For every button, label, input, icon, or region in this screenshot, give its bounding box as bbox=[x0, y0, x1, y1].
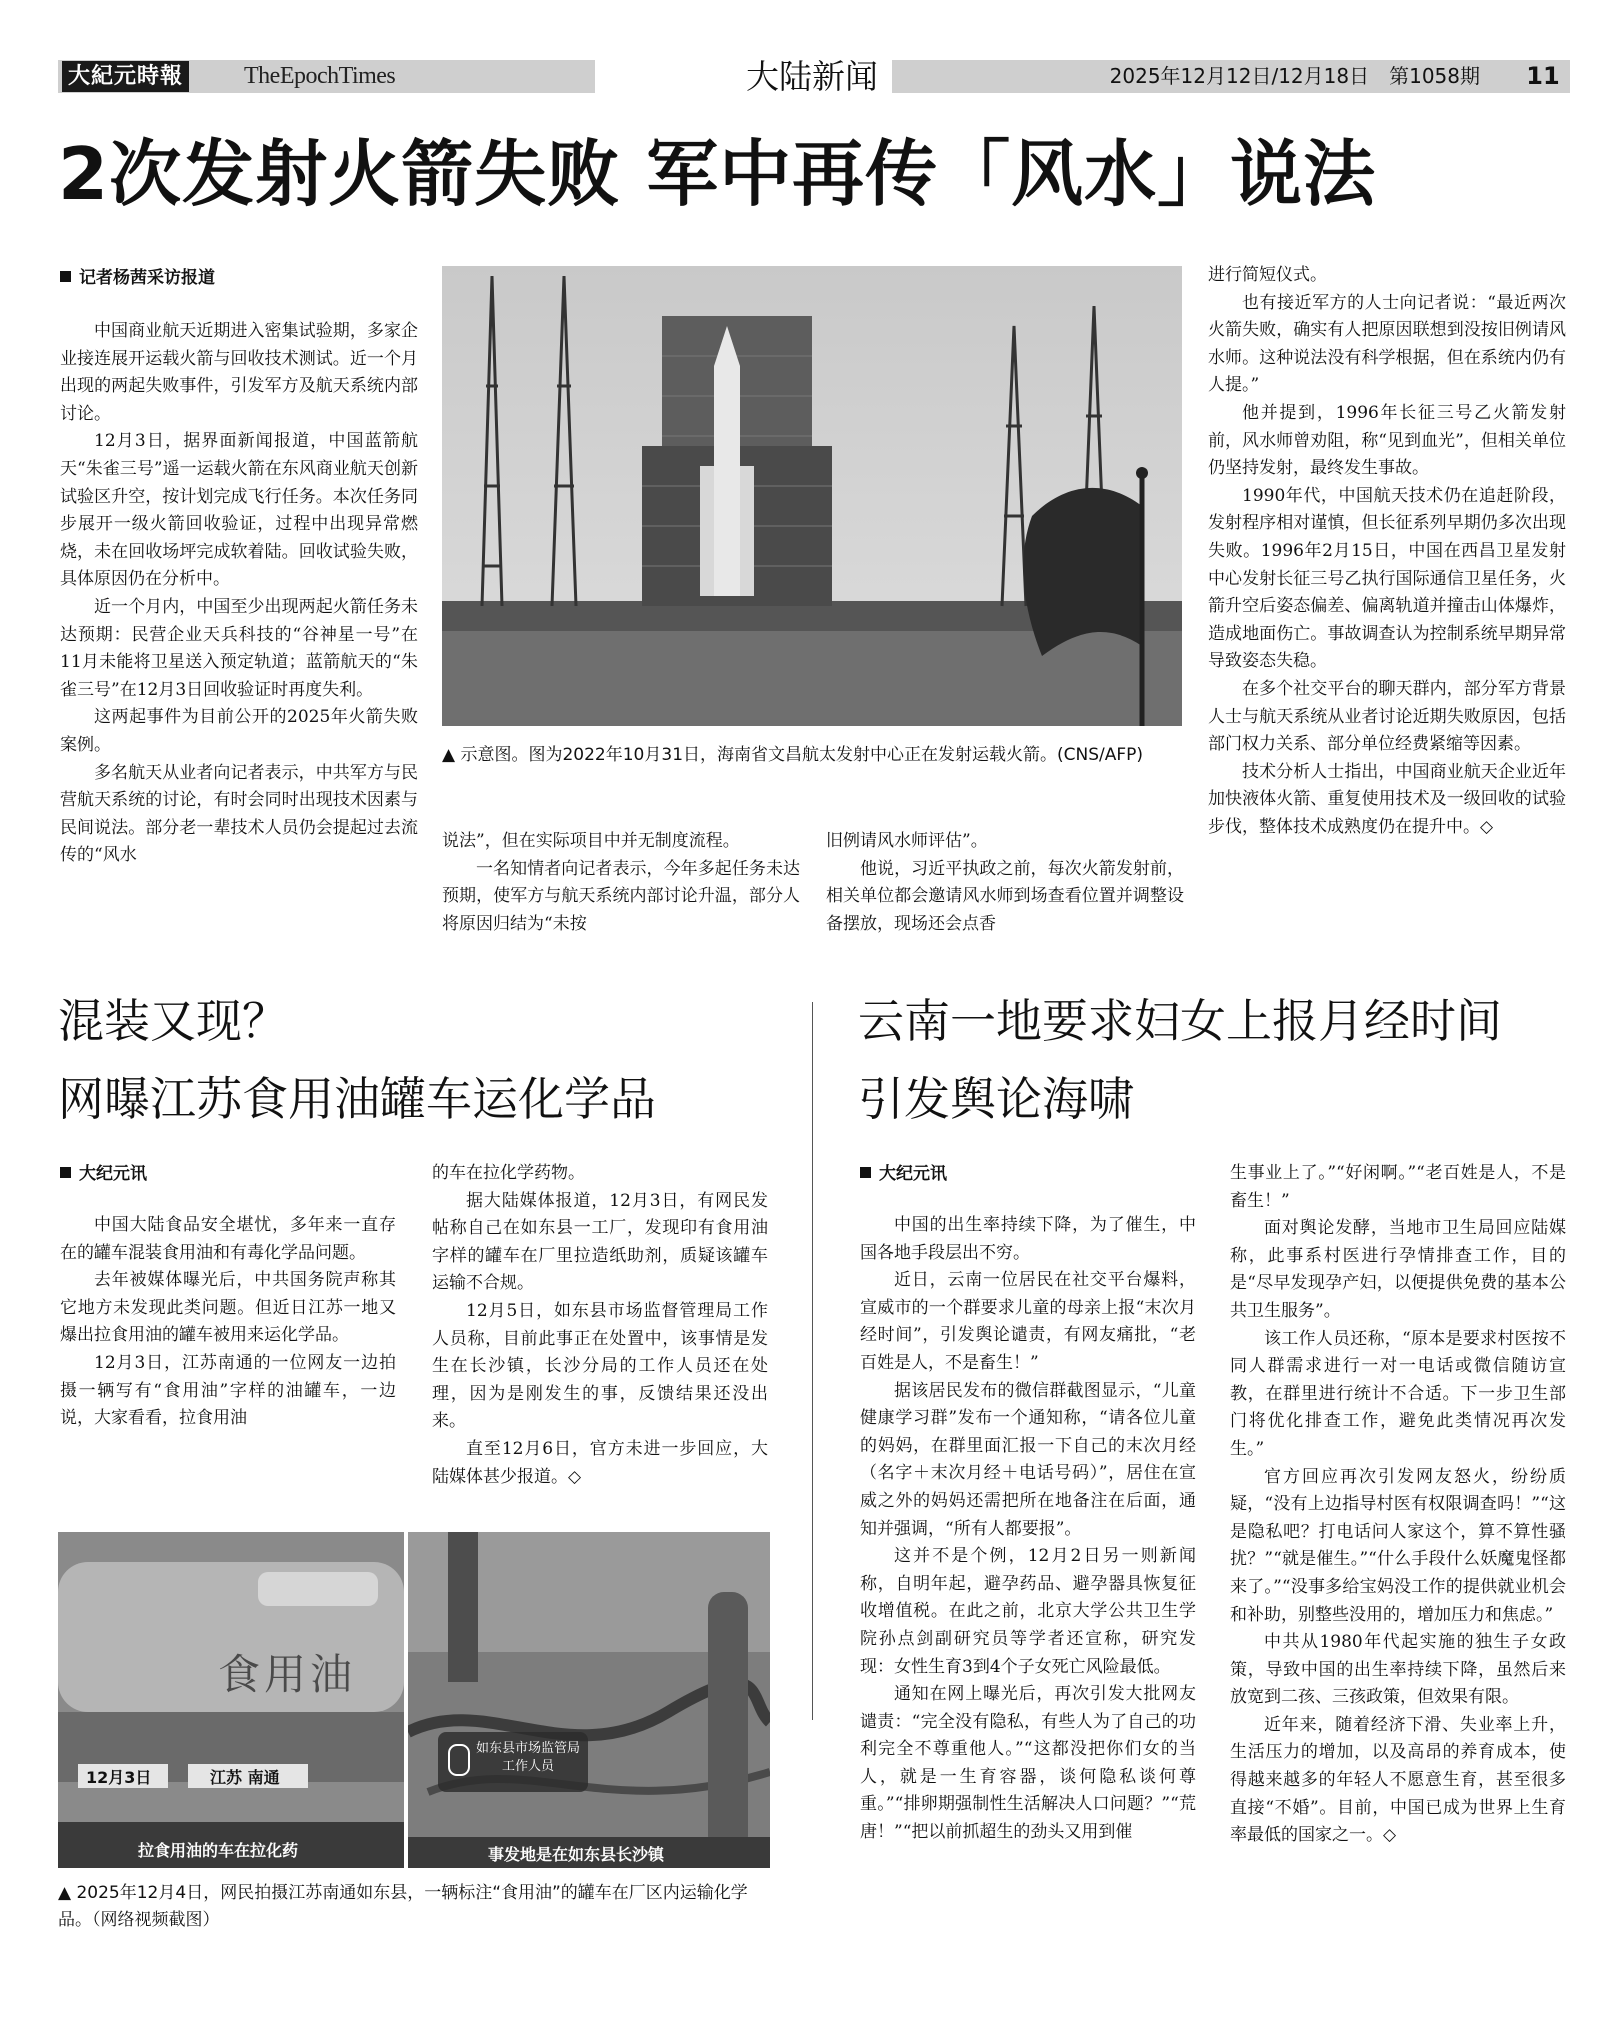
yunnan-col-2 bbox=[1230, 1160, 1566, 1850]
oil-headline-line1: 混装又现？ bbox=[58, 994, 288, 1048]
paragraph: 也有接近军方的人士向记者说：“最近两次火箭失败，确实有人把原因联想到没按旧例请风水师。这种说法没有科学根据，但在系统内仍有人提。” bbox=[1208, 292, 1566, 396]
tanker-photo-caption: ▲ 2025年12月4日，网民拍摄江苏南通如东县，一辆标注“食用油”的罐车在厂区内运输化学品。（网络视频截图） bbox=[58, 1883, 748, 1930]
yunnan-headline-line1: 云南一地要求妇女上报月经时间 bbox=[858, 994, 1502, 1048]
tanker-date-label: 12月3日 bbox=[86, 1768, 152, 1787]
paragraph: 面对舆论发酵，当地市卫生局回应陆媒称，此事系村医进行孕情排查工作，目的是“尽早发现孕产妇，以便提供免费的基本公共卫生服务”。 bbox=[1230, 1218, 1566, 1321]
yunnan-byline-text: 大纪元讯 bbox=[879, 1164, 947, 1184]
oil-byline-text: 大纪元讯 bbox=[79, 1164, 147, 1184]
main-col-4 bbox=[1208, 262, 1566, 841]
paragraph: 官方回应再次引发网友怒火，纷纷质疑，“没有上边指导村医有权限调查吗！”“这是隐私吧？打电话问人家这个，算不算性骚扰？”“就是催生。”“什么手段什么妖魔鬼怪都来了。”“没事多给宝妈没工作的提供就业机会和补助，别整些没用的，增加压力和焦虑。” bbox=[1230, 1466, 1566, 1625]
oil-col-1 bbox=[60, 1212, 396, 1433]
factory-ground-illustration bbox=[408, 1532, 770, 1868]
paragraph: 中国商业航天近期进入密集试验期，多家企业接连展开运载火箭与回收技术测试。近一个月出现的两起失败事件，引发军方及航天系统内部讨论。 bbox=[60, 321, 418, 424]
yunnan-col-1 bbox=[860, 1212, 1196, 1847]
paragraph: 在多个社交平台的聊天群内，部分军方背景人士与航天系统从业者讨论近期失败原因，包括部门权力关系、部分单位经费紧缩等因素。 bbox=[1208, 678, 1566, 755]
microphone-icon bbox=[448, 1744, 470, 1776]
byline-square-icon bbox=[60, 271, 71, 282]
paragraph: 通知在网上曝光后，再次引发大批网友谴责：“完全没有隐私，有些人为了自己的功利完全不尊重他人。”“这都没把你们女的当人，就是一生育容器，谈何隐私谈何尊重。”“排卵期强制性生活解决人口问题？”“荒唐！”“把以前抓超生的劲头又用到催 bbox=[860, 1684, 1196, 1843]
paragraph: 生事业上了。”“好闲啊。”“老百姓是人，不是畜生！” bbox=[1230, 1163, 1566, 1211]
epoch-times-logo-en: TheEpochTimes bbox=[244, 63, 396, 89]
column-divider bbox=[812, 1002, 813, 1720]
paragraph: 中国大陆食品安全堪忧，多年来一直存在的罐车混装食用油和有毒化学品问题。 bbox=[60, 1215, 396, 1263]
main-byline-text: 记者杨茜采访报道 bbox=[79, 268, 215, 288]
paragraph: 说法”，但在实际项目中并无制度流程。 bbox=[442, 831, 740, 851]
tanker-cooking-oil-text: 食用油 bbox=[218, 1650, 357, 1699]
yunnan-headline-line2: 引发舆论海啸 bbox=[858, 1072, 1134, 1126]
main-photo-caption: ▲ 示意图。图为2022年10月31日，海南省文昌航太发射中心正在发射运载火箭。(CNS/AFP) bbox=[442, 745, 1144, 765]
paragraph: 近年来，随着经济下滑、失业率上升，生活压力的增加，以及高昂的养育成本，使得越来越多的年轻人不愿意生育，甚至很多直接“不婚”。目前，中国已成为世界上生育率最低的国家之一。◇ bbox=[1230, 1714, 1566, 1846]
paragraph: 一名知情者向记者表示，今年多起任务未达预期，使军方与航天系统内部讨论升温，部分人将原因归结为“未按 bbox=[442, 858, 800, 934]
tanker-right-subtitle: 事发地是在如东县长沙镇 bbox=[488, 1845, 665, 1864]
paragraph: 的车在拉化学药物。 bbox=[432, 1163, 585, 1183]
tanker-video-screenshot bbox=[58, 1532, 770, 1868]
oil-col-2 bbox=[432, 1160, 768, 1491]
paragraph: 据该居民发布的微信群截图显示，“儿童健康学习群”发布一个通知称，“请各位儿童的妈妈，在群里面汇报一下自己的末次月经（名字＋末次月经＋电话号码）”，居住在宣威之外的妈妈还需把所在地备注在后面，通知并强调，“所有人都要报”。 bbox=[860, 1380, 1196, 1539]
paragraph: 这两起事件为目前公开的2025年火箭失败案例。 bbox=[60, 707, 418, 755]
paragraph: 多名航天从业者向记者表示，中共军方与民营航天系统的讨论，有时会同时出现技术因素与民间说法。部分老一辈技术人员仍会提起过去流传的“风水 bbox=[60, 762, 418, 866]
paragraph: 该工作人员还称，“原本是要求村医按不同人群需求进行一对一电话或微信随访宣教，在群里进行统计不合适。下一步卫生部门将优化排查工作，避免此类情况再次发生。” bbox=[1230, 1328, 1566, 1459]
byline-square-icon bbox=[860, 1167, 871, 1178]
oil-headline-line2: 网曝江苏食用油罐车运化学品 bbox=[58, 1072, 656, 1126]
issue-info: 2025年12月12日/12月18日 第1058期 bbox=[1109, 64, 1480, 88]
paragraph: 中共从1980年代起实施的独生子女政策，导致中国的出生率持续下降，虽然后来放宽到二孩、三孩政策，但效果有限。 bbox=[1230, 1632, 1566, 1708]
paragraph: 据大陆媒体报道，12月3日，有网民发帖称自己在如东县一工厂，发现印有食用油字样的罐车在厂里拉造纸助剂，质疑该罐车运输不合规。 bbox=[432, 1190, 768, 1294]
main-headline: 2次发射火箭失败 军中再传「风水」说法 bbox=[58, 132, 1377, 216]
oil-byline bbox=[60, 1162, 420, 1186]
paragraph: 技术分析人士指出，中国商业航天企业近年加快液体火箭、重复使用技术及一级回收的试验步伐，整体技术成熟度仍在提升中。◇ bbox=[1208, 761, 1566, 837]
paragraph: 旧例请风水师评估”。 bbox=[826, 831, 988, 851]
main-col-2 bbox=[442, 828, 800, 938]
paragraph: 12月5日，如东县市场监督管理局工作人员称，目前此事正在处置中，该事情是发生在长沙镇，长沙分局的工作人员还在处理，因为是刚发生的事，反馈结果还没出来。 bbox=[432, 1300, 768, 1432]
rocket-launch-illustration bbox=[442, 266, 1182, 726]
tanker-left-panel bbox=[58, 1532, 404, 1868]
main-col-1 bbox=[60, 318, 418, 870]
paragraph: 这并不是个例，12月2日另一则新闻称，自明年起，避孕药品、避孕器具恢复征收增值税。在此之前，北京大学公共卫生学院孙点剑副研究员等学者还宣称，研究发现：女性生育3到4个子女死亡风险最低。 bbox=[860, 1546, 1196, 1677]
official-label-line2: 工作人员 bbox=[502, 1759, 555, 1774]
main-col-3 bbox=[826, 828, 1184, 938]
byline-square-icon bbox=[60, 1167, 71, 1178]
tanker-right-panel bbox=[408, 1532, 770, 1868]
paragraph: 去年被媒体曝光后，中共国务院声称其它地方未发现此类问题。但近日江苏一地又爆出拉食用油的罐车被用来运化学品。 bbox=[60, 1270, 396, 1346]
paragraph: 1990年代，中国航天技术仍在追赶阶段，发射程序相对谨慎，但长征系列早期仍多次出现失败。1996年2月15日，中国在西昌卫星发射中心发射长征三号乙执行国际通信卫星任务，火箭升空后姿态偏差、偏离轨道并撞击山体爆炸，造成地面伤亡。事故调查认为控制系统早期异常导致姿态失稳。 bbox=[1208, 485, 1566, 672]
section-title: 大陆新闻 bbox=[746, 57, 878, 96]
paragraph: 进行简短仪式。 bbox=[1208, 265, 1327, 285]
paragraph: 直至12月6日，官方未进一步回应，大陆媒体甚少报道。◇ bbox=[432, 1438, 768, 1487]
paragraph: 近一个月内，中国至少出现两起火箭任务未达预期：民营企业天兵科技的“谷神星一号”在11月未能将卫星送入预定轨道；蓝箭航天的“朱雀三号”在12月3日回收验证时再度失利。 bbox=[60, 596, 418, 700]
official-label-line1: 如东县市场监管局 bbox=[476, 1741, 581, 1756]
paragraph: 12月3日，江苏南通的一位网友一边拍摄一辆写有“食用油”字样的油罐车，一边说，大家看看，拉食用油 bbox=[60, 1352, 396, 1429]
paragraph: 近日，云南一位居民在社交平台爆料，宣威市的一个群要求儿童的母亲上报“末次月经时间”，引发舆论谴责，有网友痛批，“老百姓是人，不是畜生！” bbox=[860, 1270, 1196, 1373]
epoch-times-logo-cn: 大紀元時報 bbox=[62, 61, 189, 92]
rocket-launch-photo bbox=[442, 266, 1182, 726]
main-byline bbox=[60, 266, 430, 290]
tanker-left-subtitle: 拉食用油的车在拉化药 bbox=[138, 1841, 299, 1860]
paragraph: 他说，习近平执政之前，每次火箭发射前，相关单位都会邀请风水师到场查看位置并调整设备摆放，现场还会点香 bbox=[826, 858, 1184, 934]
official-label bbox=[476, 1740, 580, 1776]
paragraph: 他并提到，1996年长征三号乙火箭发射前，风水师曾劝阻，称“见到血光”，但相关单位仍坚持发射，最终发生事故。 bbox=[1208, 402, 1566, 479]
page-number: 11 bbox=[1516, 60, 1570, 93]
yunnan-byline bbox=[860, 1162, 1200, 1186]
paragraph: 12月3日，据界面新闻报道，中国蓝箭航天“朱雀三号”遥一运载火箭在东风商业航天创新试验区升空，按计划完成飞行任务。本次任务同步展开一级火箭回收验证，过程中出现异常燃烧，未在回收场坪完成软着陆。回收试验失败，具体原因仍在分析中。 bbox=[60, 431, 418, 590]
paragraph: 中国的出生率持续下降，为了催生，中国各地手段层出不穷。 bbox=[860, 1215, 1196, 1263]
tanker-place-label: 江苏 南通 bbox=[210, 1768, 280, 1787]
